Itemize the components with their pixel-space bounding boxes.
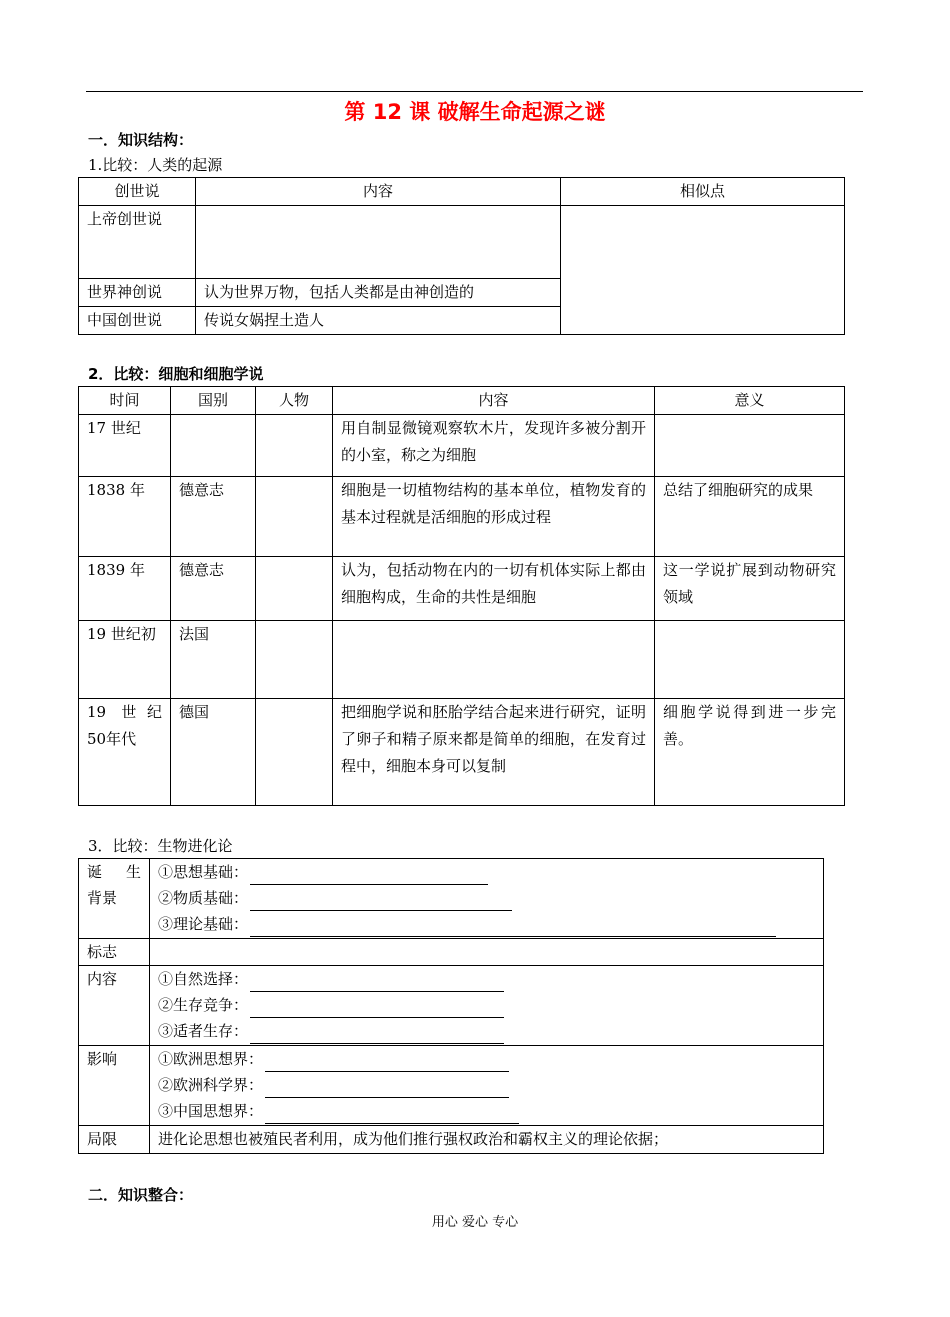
list-item: ③理论基础： bbox=[158, 915, 249, 933]
section2-heading: 二．知识整合： bbox=[88, 1186, 194, 1204]
list-item: ②物质基础： bbox=[158, 889, 249, 907]
content-cell bbox=[333, 621, 655, 699]
origin-table bbox=[78, 177, 845, 335]
row-content: 传说女娲捏土造人 bbox=[196, 307, 561, 335]
page-footer: 用心 爱心 专心 bbox=[431, 1215, 519, 1230]
header-content: 内容 bbox=[333, 387, 655, 415]
answer-blank bbox=[250, 973, 504, 992]
answer-blank bbox=[250, 892, 512, 911]
birth-label: 诞 生 背景 bbox=[79, 859, 150, 939]
content-cell: 认为，包括动物在内的一切有机体实际上都由细胞构成，生命的共性是细胞 bbox=[333, 557, 655, 621]
time-cell: 17 世纪 bbox=[79, 415, 171, 477]
person-cell bbox=[256, 415, 333, 477]
list-item: ②欧洲科学界： bbox=[158, 1076, 264, 1094]
q3-label: 3．比较：生物进化论 bbox=[88, 837, 233, 855]
content-cell: 用自制显微镜观察软木片，发现许多被分割开的小室，称之为细胞 bbox=[333, 415, 655, 477]
answer-blank bbox=[250, 866, 488, 885]
answer-blank bbox=[265, 1079, 509, 1098]
content-cell: 把细胞学说和胚胎学结合起来进行研究，证明了卵子和精子原来都是简单的细胞，在发育过程中，细胞本身可以复制 bbox=[333, 699, 655, 806]
country-cell: 德意志 bbox=[171, 557, 256, 621]
q1-label: 1.比较：人类的起源 bbox=[88, 156, 223, 174]
birth-items bbox=[150, 859, 824, 939]
list-item: ①思想基础： bbox=[158, 863, 249, 881]
similarity-cell bbox=[561, 206, 845, 335]
content-label: 内容 bbox=[79, 966, 150, 1046]
row-content bbox=[196, 206, 561, 279]
impact-items bbox=[150, 1046, 824, 1126]
q2-label: 2．比较：细胞和细胞学说 bbox=[88, 365, 264, 383]
list-item: ③中国思想界： bbox=[158, 1102, 264, 1120]
content-cell: 细胞是一切植物结构的基本单位，植物发育的基本过程就是活细胞的形成过程 bbox=[333, 477, 655, 557]
country-cell: 德意志 bbox=[171, 477, 256, 557]
list-item: ①欧洲思想界： bbox=[158, 1050, 264, 1068]
header-meaning: 意义 bbox=[655, 387, 845, 415]
page-title: 第 12 课 破解生命起源之谜 bbox=[344, 100, 606, 124]
meaning-cell: 细胞学说得到进一步完善。 bbox=[655, 699, 845, 806]
sign-cell bbox=[150, 939, 824, 966]
header-time: 时间 bbox=[79, 387, 171, 415]
list-item: ③适者生存： bbox=[158, 1022, 249, 1040]
evolution-table bbox=[78, 858, 824, 1154]
meaning-cell bbox=[655, 621, 845, 699]
meaning-cell: 这一学说扩展到动物研究领域 bbox=[655, 557, 845, 621]
row-name: 上帝创世说 bbox=[79, 206, 196, 279]
top-rule bbox=[86, 91, 863, 92]
header-person: 人物 bbox=[256, 387, 333, 415]
time-cell: 19 世纪 50年代 bbox=[79, 699, 171, 806]
limit-label: 局限 bbox=[79, 1126, 150, 1154]
impact-label: 影响 bbox=[79, 1046, 150, 1126]
section1-heading: 一．知识结构： bbox=[88, 131, 194, 149]
header-creation: 创世说 bbox=[79, 178, 196, 206]
answer-blank bbox=[265, 1105, 519, 1124]
row-name: 世界神创说 bbox=[79, 279, 196, 307]
answer-blank bbox=[265, 1053, 509, 1072]
sign-label: 标志 bbox=[79, 939, 150, 966]
list-item: ②生存竞争： bbox=[158, 996, 249, 1014]
meaning-cell bbox=[655, 415, 845, 477]
answer-blank bbox=[250, 918, 776, 937]
header-similarity: 相似点 bbox=[561, 178, 845, 206]
cell-theory-table bbox=[78, 386, 845, 806]
person-cell bbox=[256, 557, 333, 621]
time-cell: 1839 年 bbox=[79, 557, 171, 621]
limit-text: 进化论思想也被殖民者利用，成为他们推行强权政治和霸权主义的理论依据； bbox=[150, 1126, 824, 1154]
row-name: 中国创世说 bbox=[79, 307, 196, 335]
person-cell bbox=[256, 477, 333, 557]
country-cell: 德国 bbox=[171, 699, 256, 806]
person-cell bbox=[256, 699, 333, 806]
meaning-cell: 总结了细胞研究的成果 bbox=[655, 477, 845, 557]
country-cell: 法国 bbox=[171, 621, 256, 699]
header-country: 国别 bbox=[171, 387, 256, 415]
person-cell bbox=[256, 621, 333, 699]
country-cell bbox=[171, 415, 256, 477]
answer-blank bbox=[250, 999, 504, 1018]
time-cell: 19 世纪初 bbox=[79, 621, 171, 699]
time-cell: 1838 年 bbox=[79, 477, 171, 557]
answer-blank bbox=[250, 1025, 504, 1044]
header-content: 内容 bbox=[196, 178, 561, 206]
list-item: ①自然选择： bbox=[158, 970, 249, 988]
row-content: 认为世界万物，包括人类都是由神创造的 bbox=[196, 279, 561, 307]
content-items bbox=[150, 966, 824, 1046]
